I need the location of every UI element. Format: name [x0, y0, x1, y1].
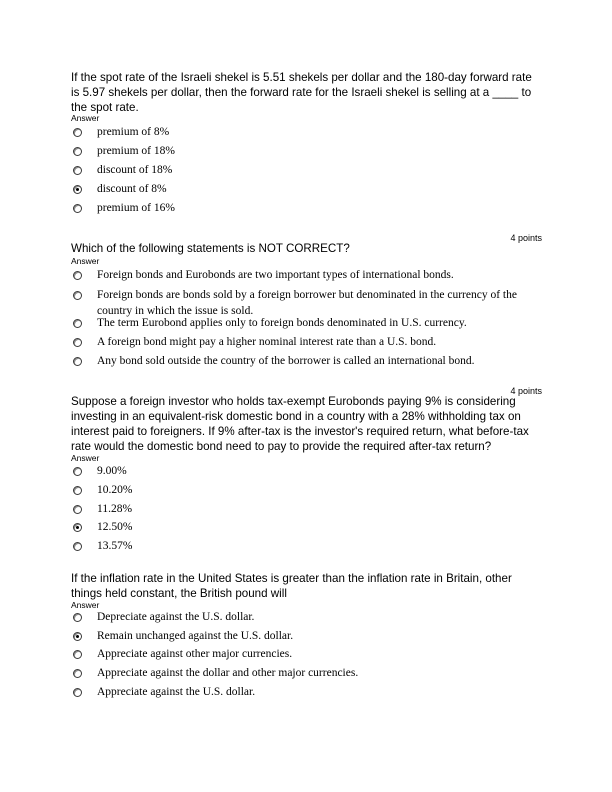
option-label: 11.28% — [97, 503, 133, 515]
question-4-option-5[interactable] — [71, 684, 543, 700]
question-4-text: If the inflation rate in the United States is greater than the inflation rate in Britain, other things held constant, the British pound will — [71, 572, 512, 600]
option-label: premium of 8% — [97, 126, 170, 138]
radio-button-icon[interactable] — [73, 357, 82, 366]
radio-button-icon[interactable] — [73, 319, 82, 328]
question-2-answer-label: Answer — [71, 256, 100, 266]
radio-button-icon[interactable] — [73, 688, 82, 697]
radio-button-icon[interactable] — [73, 505, 82, 514]
question-2-option-4[interactable] — [71, 334, 543, 350]
option-label: Foreign bonds and Eurobonds are two important types of international bonds. — [97, 269, 454, 281]
option-label: 13.57% — [97, 540, 133, 552]
radio-button-selected-icon[interactable] — [73, 632, 82, 641]
question-4-option-3[interactable] — [71, 646, 543, 662]
radio-button-icon[interactable] — [73, 669, 82, 678]
radio-button-selected-icon[interactable] — [73, 185, 82, 194]
question-3-answer-label: Answer — [71, 453, 100, 463]
radio-button-icon[interactable] — [73, 204, 82, 213]
option-label: 12.50% — [97, 521, 133, 533]
question-3-option-5[interactable] — [71, 538, 543, 554]
option-label: Appreciate against the U.S. dollar. — [97, 686, 256, 698]
radio-button-icon[interactable] — [73, 650, 82, 659]
question-3-points: 4 points — [510, 386, 542, 396]
radio-button-icon[interactable] — [73, 467, 82, 476]
question-4-option-2[interactable] — [71, 628, 543, 644]
question-1-option-3[interactable] — [71, 162, 543, 178]
question-1-option-1[interactable] — [71, 124, 543, 140]
option-label: discount of 8% — [97, 183, 167, 195]
question-4-option-1[interactable] — [71, 609, 543, 625]
question-1-answer-label: Answer — [71, 113, 100, 123]
question-4-answer-label: Answer — [71, 600, 100, 610]
option-label: The term Eurobond applies only to foreign bonds denominated in U.S. currency. — [97, 317, 467, 329]
question-1-option-5[interactable] — [71, 200, 543, 216]
option-label: Remain unchanged against the U.S. dollar. — [97, 630, 294, 642]
option-label: Appreciate against the dollar and other major currencies. — [97, 667, 359, 679]
option-label: A foreign bond might pay a higher nominal interest rate than a U.S. bond. — [97, 336, 437, 348]
question-1-text: If the spot rate of the Israeli shekel is 5.51 shekels per dollar and the 180-day forward rate is 5.97 shekels per dollar, then the forward rate for the Israeli shekel is selling at a ____ to the spot rate. — [71, 71, 532, 114]
question-2-option-5[interactable] — [71, 353, 543, 369]
radio-button-icon[interactable] — [73, 542, 82, 551]
question-3-option-1[interactable] — [71, 463, 543, 479]
question-3-option-4[interactable] — [71, 519, 543, 535]
radio-button-icon[interactable] — [73, 291, 82, 300]
radio-button-icon[interactable] — [73, 338, 82, 347]
option-label: discount of 18% — [97, 164, 173, 176]
radio-button-selected-icon[interactable] — [73, 523, 82, 532]
option-label: 9.00% — [97, 465, 127, 477]
radio-button-icon[interactable] — [73, 147, 82, 156]
question-2-option-3[interactable] — [71, 315, 543, 331]
question-3-text: Suppose a foreign investor who holds tax-exempt Eurobonds paying 9% is considering investing in an equivalent-risk domestic bond in a country with a 28% withholding tax on interest paid to foreigners. If 9% after-tax is the investor's required return, what before-tax rate would the domestic bond need to pay to provide the required after-tax return? — [71, 395, 529, 453]
option-label: premium of 16% — [97, 202, 175, 214]
question-3-option-2[interactable] — [71, 482, 543, 498]
question-2-text: Which of the following statements is NOT CORRECT? — [71, 242, 350, 255]
option-label: premium of 18% — [97, 145, 175, 157]
radio-button-icon[interactable] — [73, 166, 82, 175]
option-label: Appreciate against other major currencies. — [97, 648, 293, 660]
radio-button-icon[interactable] — [73, 486, 82, 495]
question-4-option-4[interactable] — [71, 665, 543, 681]
question-3-option-3[interactable] — [71, 501, 543, 517]
radio-button-icon[interactable] — [73, 613, 82, 622]
question-2-points: 4 points — [510, 233, 542, 243]
option-label: Foreign bonds are bonds sold by a foreign borrower but denominated in the currency of the country in which the issue is sold. — [97, 289, 517, 317]
radio-button-icon[interactable] — [73, 128, 82, 137]
option-label: Depreciate against the U.S. dollar. — [97, 611, 255, 623]
option-label: Any bond sold outside the country of the borrower is called an international bond. — [97, 355, 475, 367]
question-1-option-2[interactable] — [71, 143, 543, 159]
option-label: 10.20% — [97, 484, 133, 496]
question-2-option-1[interactable] — [71, 267, 543, 283]
question-1-option-4[interactable] — [71, 181, 543, 197]
radio-button-icon[interactable] — [73, 271, 82, 280]
